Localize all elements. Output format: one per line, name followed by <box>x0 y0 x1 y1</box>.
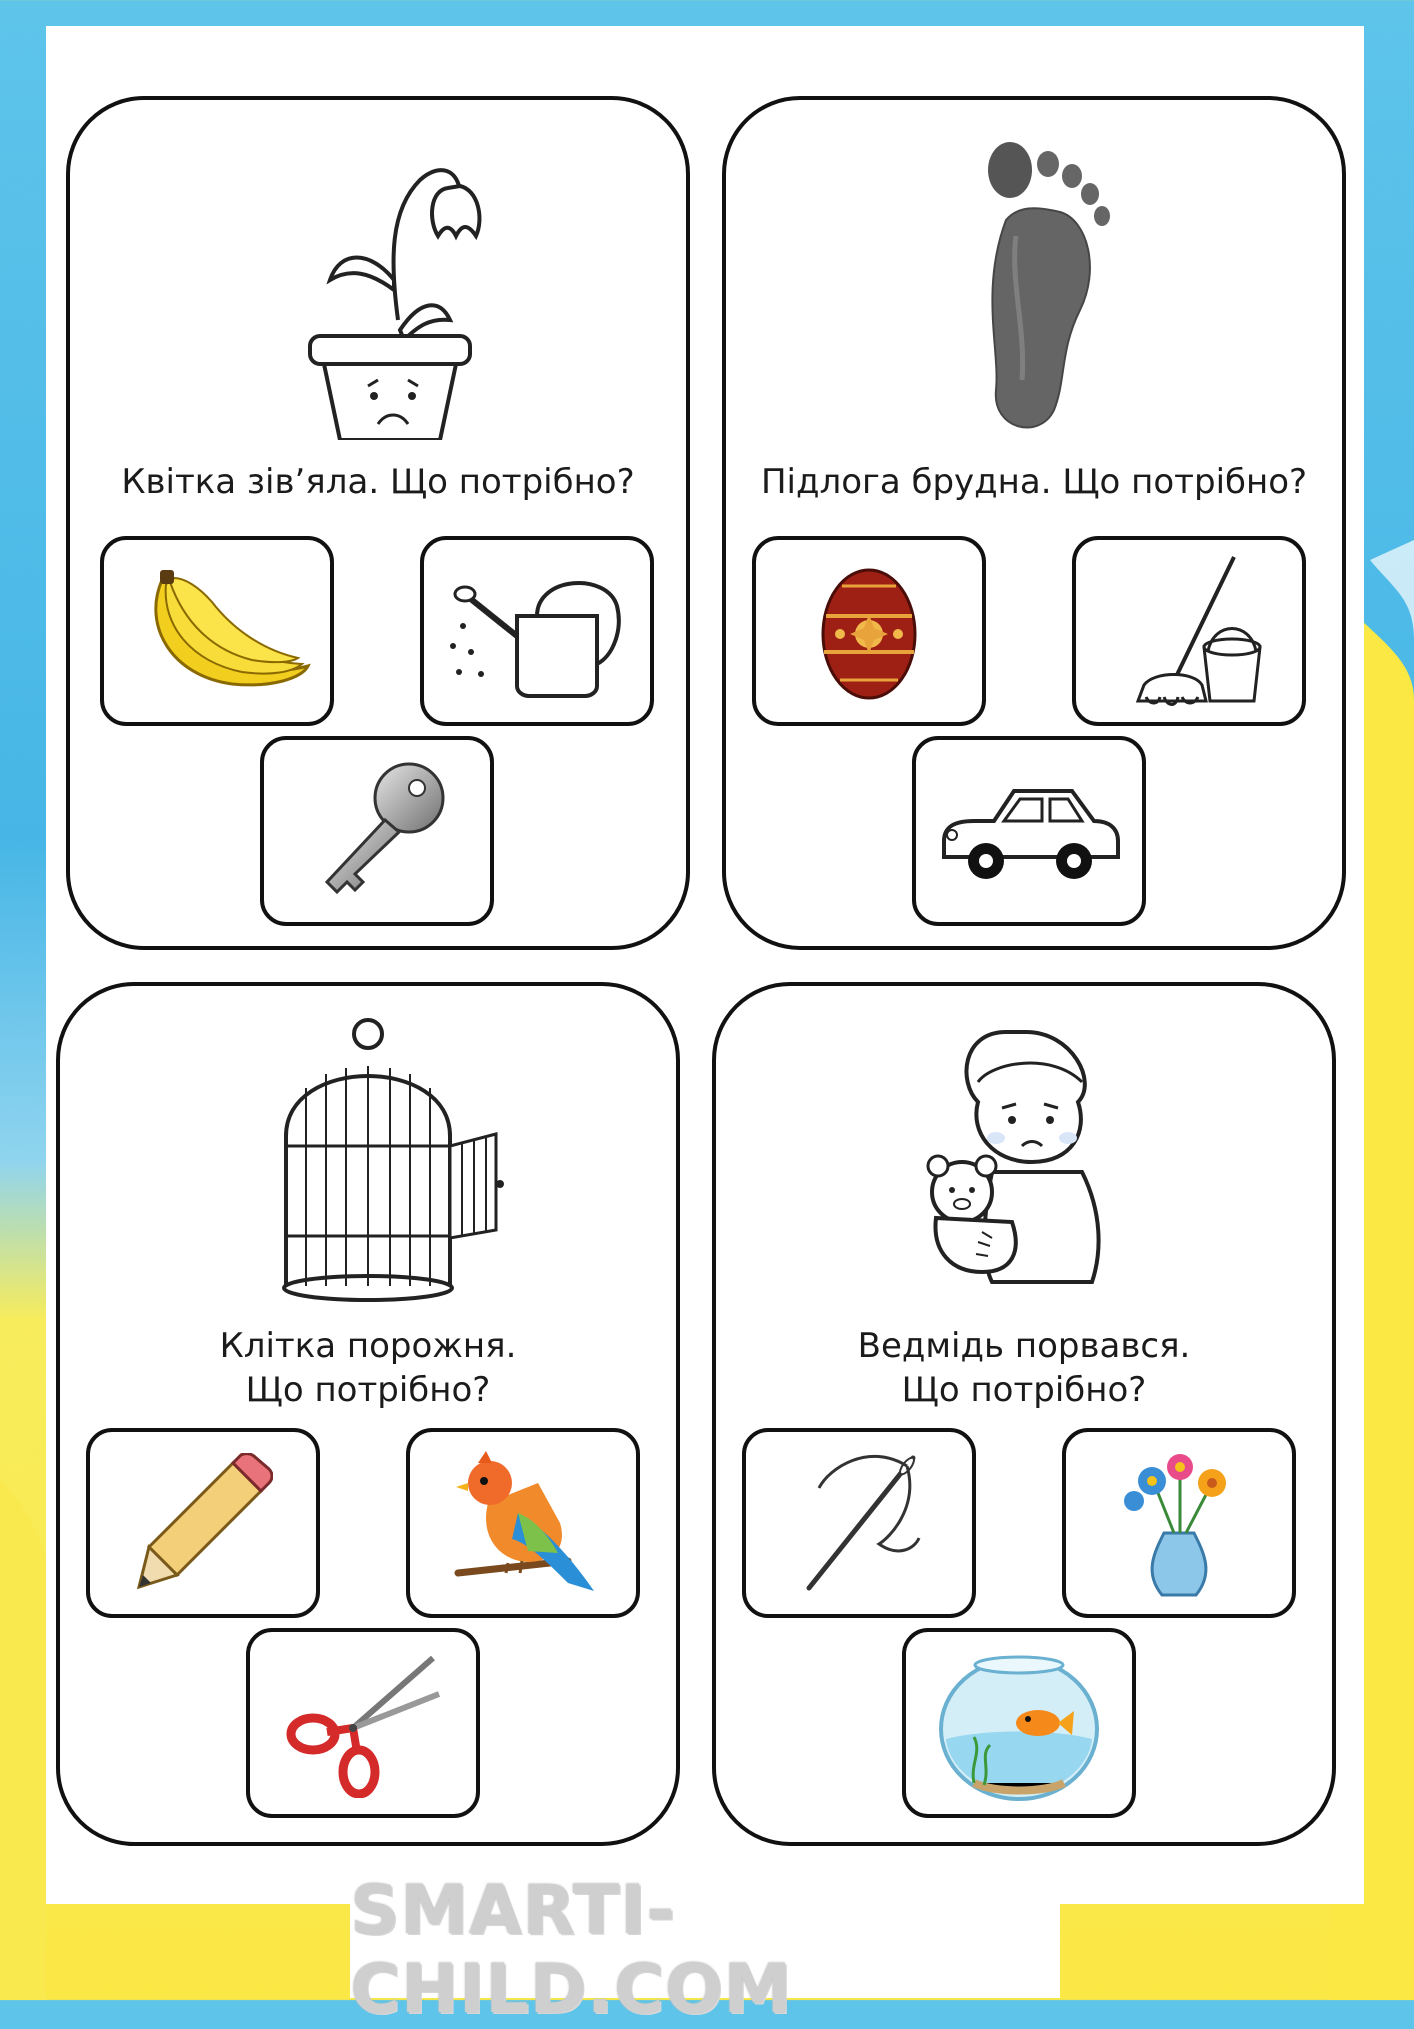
option-toy-car[interactable] <box>912 736 1146 926</box>
watering-can-icon <box>437 556 637 706</box>
fishbowl-icon <box>934 1643 1104 1803</box>
bird-icon <box>448 1443 598 1603</box>
option-bird[interactable] <box>406 1428 640 1618</box>
scissors-icon <box>283 1648 443 1798</box>
caption-line: Що потрібно? <box>245 1370 491 1410</box>
pencil-icon <box>133 1453 273 1593</box>
toy-car-icon <box>934 771 1124 891</box>
caption-line: Квітка зів’яла. Що потрібно? <box>121 462 635 502</box>
option-easter-egg[interactable] <box>752 536 986 726</box>
watermark <box>350 1871 1060 2029</box>
caption-line: Підлога брудна. Що потрібно? <box>760 462 1308 502</box>
caption-line: Що потрібно? <box>901 1370 1147 1410</box>
easter-egg-icon <box>814 556 924 706</box>
card-caption <box>726 460 1342 504</box>
option-watering-can[interactable] <box>420 536 654 726</box>
option-key[interactable] <box>260 736 494 926</box>
card-caption <box>70 460 686 504</box>
option-mop-and-bucket[interactable] <box>1072 536 1306 726</box>
card-torn-bear <box>712 982 1336 1846</box>
worksheet <box>46 26 1364 1904</box>
banana-icon <box>122 566 312 696</box>
option-scissors[interactable] <box>246 1628 480 1818</box>
sad-boy-with-teddy-icon <box>922 1022 1132 1292</box>
option-flowers-in-vase[interactable] <box>1062 1428 1296 1618</box>
card-wilted-flower <box>66 96 690 950</box>
card-dirty-floor <box>722 96 1346 950</box>
option-fishbowl[interactable] <box>902 1628 1136 1818</box>
needle-and-thread-icon <box>789 1448 929 1598</box>
empty-birdcage-icon <box>266 1016 506 1306</box>
wilted-flower-pot-icon <box>280 140 500 440</box>
option-banana[interactable] <box>100 536 334 726</box>
key-icon <box>297 756 457 906</box>
flowers-in-vase-icon <box>1114 1443 1244 1603</box>
caption-line: Ведмідь порвався. <box>857 1326 1191 1366</box>
caption-line: Клітка порожня. <box>219 1326 517 1366</box>
card-caption <box>60 1324 676 1412</box>
mop-and-bucket-icon <box>1114 551 1264 711</box>
option-needle-and-thread[interactable] <box>742 1428 976 1618</box>
watermark-text: SMARTI-CHILD.COM <box>350 1871 793 2029</box>
card-empty-cage <box>56 982 680 1846</box>
dirty-footprint-icon <box>970 140 1120 440</box>
card-caption <box>716 1324 1332 1412</box>
option-pencil[interactable] <box>86 1428 320 1618</box>
